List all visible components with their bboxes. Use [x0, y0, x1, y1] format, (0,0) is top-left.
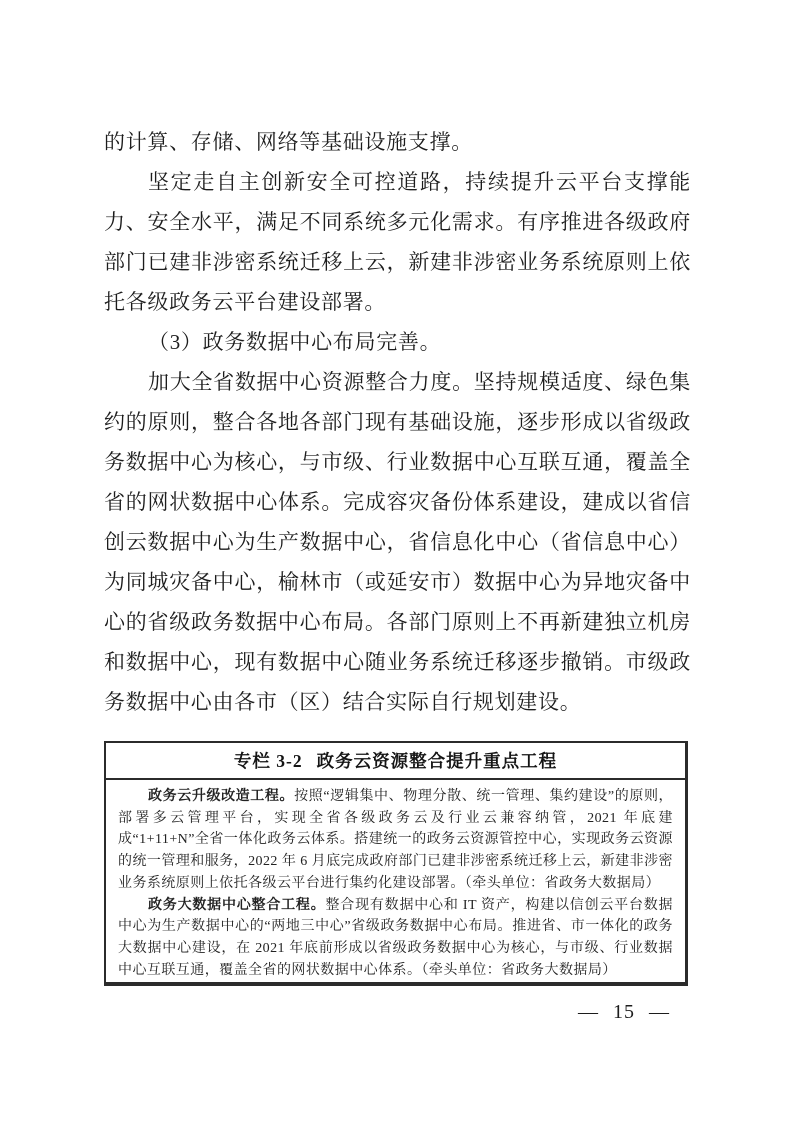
callout-box	[104, 741, 688, 986]
callout-paragraph-text: 按照“逻辑集中、物理分散、统一管理、集约建设”的原则，部署多云管理平台，实现全省各级政务云及行业云兼容纳管，2021 年底建成“1+11+N”全省一体化政务云体系。搭建统一的政务云资源管控中心，实现政务云资源的统一管理和服务，2022 年 6 月底完成政府部门已建非涉密系统迁移上云，新建非涉密业务系统原则上依托各级云平台进行集约化建设部署。（牵头单位：省政务大数据局）	[118, 789, 674, 891]
callout-box-heading: 政务云资源整合提升重点工程	[316, 751, 558, 771]
callout-paragraph-lead: 政务云升级改造工程。	[148, 789, 295, 804]
callout-box-label: 专栏 3-2	[233, 751, 303, 771]
paragraph-continuation: 的计算、存储、网络等基础设施支撑。	[104, 130, 473, 154]
callout-paragraph	[118, 786, 673, 895]
callout-paragraph	[118, 895, 673, 982]
callout-box-title	[106, 743, 685, 780]
body-text	[104, 122, 691, 722]
callout-box-body	[106, 780, 685, 981]
callout-paragraph-lead: 政务大数据中心整合工程。	[148, 897, 326, 913]
paragraph: 坚定走自主创新安全可控道路，持续提升云平台支撑能力、安全水平，满足不同系统多元化需求。有序推进各级政府部门已建非涉密系统迁移上云，新建非涉密业务系统原则上依托各级政务云平台建设部署。	[104, 170, 691, 314]
paragraph-subheading: （3）政务数据中心布局完善。	[148, 330, 442, 354]
callout-paragraph-text: 整合现有数据中心和 IT 资产，构建以信创云平台数据中心为生产数据中心的“两地三中心”省级政务数据中心布局。推进省、市一体化的政务大数据中心建设，在 2021 年底前形成以省级政务数据中心为核心，与市级、行业数据中心互联互通，覆盖全省的网状数据中心体系。（牵头单位：省政务大数据局）	[118, 897, 673, 978]
page-number: — 15 —	[578, 1001, 670, 1023]
paragraph: 加大全省数据中心资源整合力度。坚持规模适度、绿色集约的原则，整合各地各部门现有基础设施，逐步形成以省级政务数据中心为核心，与市级、行业数据中心互联互通，覆盖全省的网状数据中心体系。完成容灾备份体系建设，建成以省信创云数据中心为生产数据中心，省信息化中心（省信息中心）为同城灾备中心，榆林市（或延安市）数据中心为异地灾备中心的省级政务数据中心布局。各部门原则上不再新建独立机房和数据中心，现有数据中心随业务系统迁移逐步撤销。市级政务数据中心由各市（区）结合实际自行规划建设。	[104, 370, 691, 714]
